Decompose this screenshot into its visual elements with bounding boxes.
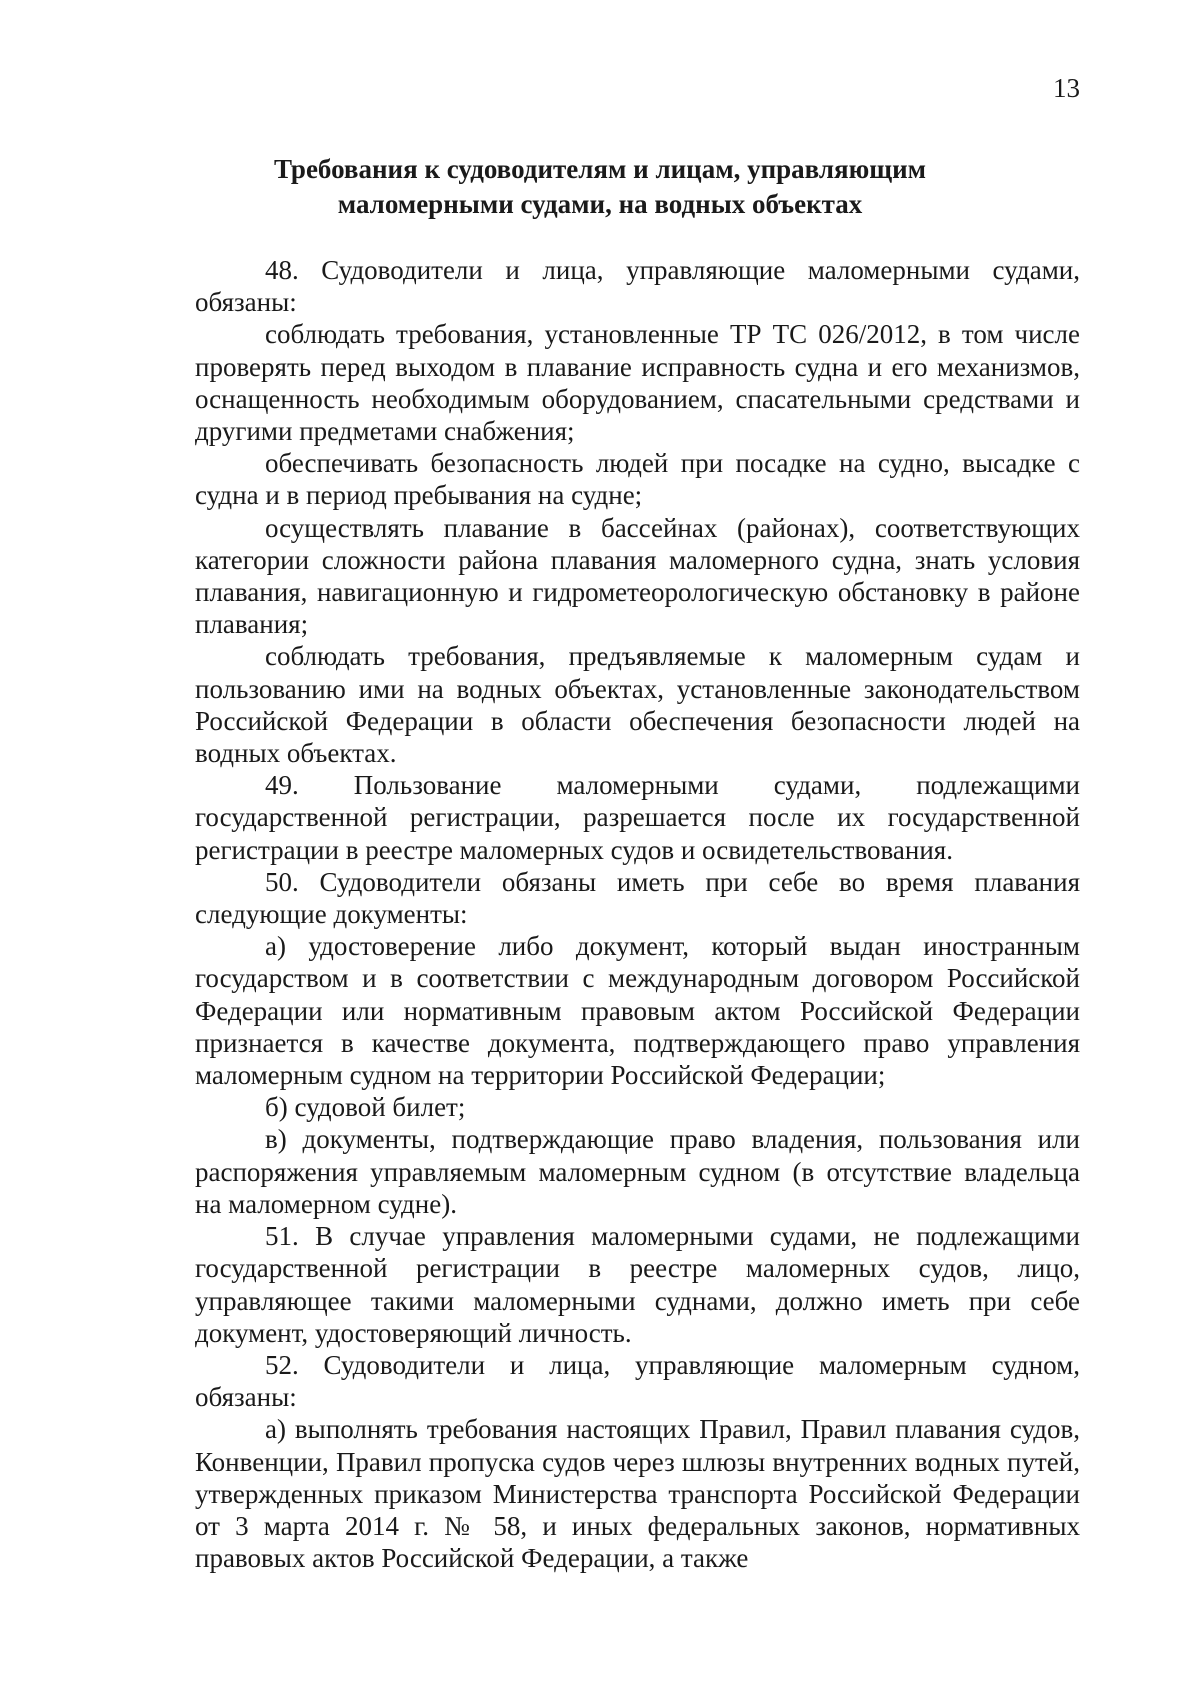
paragraph-48-navigation: осуществлять плавание в бассейнах (районах), соответствующих категории сложности района плавания маломерного судна, знать условия плавания, навигационную и гидрометеорологическую обстановку в районе плавания; <box>195 512 1080 640</box>
paragraph-51: 51. В случае управления маломерными судами, не подлежащими государственной регистрации в реестре маломерных судов, лицо, управляющее такими маломерными суднами, должно иметь при себе документ, удостоверяющий личность. <box>195 1221 1080 1348</box>
paragraph-50-b: б) судовой билет; <box>265 1092 466 1123</box>
paragraph-50-a: а) удостоверение либо документ, который выдан иностранным государством и в соответствии с международным договором Российской Федерации или нормативным правовым актом Российской Федерации признается в качестве документа, подтверждающего право управления маломерным судном на территории Российской Федерации; <box>195 931 1080 1091</box>
section-title <box>160 152 1040 222</box>
paragraph-48-intro: 48. Судоводители и лица, управляющие маломерными судами, обязаны: <box>195 255 1080 318</box>
paragraph-49: 49. Пользование маломерными судами, подлежащими государственной регистрации, разрешается после их государственной регистрации в реестре маломерных судов и освидетельствования. <box>195 770 1080 865</box>
paragraph-48-safety: обеспечивать безопасность людей при посадке на судно, высадке с судна и в период пребывания на судне; <box>195 448 1080 511</box>
paragraph-48-requirements: соблюдать требования, установленные ТР ТС 026/2012, в том числе проверять перед выходом в плавание исправность судна и его механизмов, оснащенность необходимым оборудованием, спасательными средствами и другими предметами снабжения; <box>195 319 1080 447</box>
paragraph-48-legislation: соблюдать требования, предъявляемые к маломерным судам и пользованию ими на водных объектах, установленные законодательством Российской Федерации в области обеспечения безопасности людей на водных объектах. <box>195 641 1080 769</box>
section-title-line-1: Требования к судоводителям и лицам, управляющим <box>273 154 927 184</box>
paragraph-52-intro: 52. Судоводители и лица, управляющие маломерным судном, обязаны: <box>195 1349 1080 1413</box>
paragraph-50-v: в) документы, подтверждающие право владения, пользования или распоряжения управляемым маломерным судном (в отсутствие владельца на маломерном судне). <box>195 1124 1080 1219</box>
section-title-line-2: маломерными судами, на водных объектах <box>337 189 863 219</box>
paragraph-50-intro: 50. Судоводители обязаны иметь при себе во время плавания следующие документы: <box>195 866 1080 930</box>
page-number: 13 <box>1053 73 1080 103</box>
document-body <box>195 254 1080 1574</box>
paragraph-52-a: а) выполнять требования настоящих Правил, Правил плавания судов, Конвенции, Правил пропуска судов через шлюзы внутренних водных путей, утвержденных приказом Министерства транспорта Российской Федерации от 3 марта 2014 г. № 58, и иных федеральных законов, нормативных правовых актов Российской Федерации, а также <box>195 1414 1080 1574</box>
